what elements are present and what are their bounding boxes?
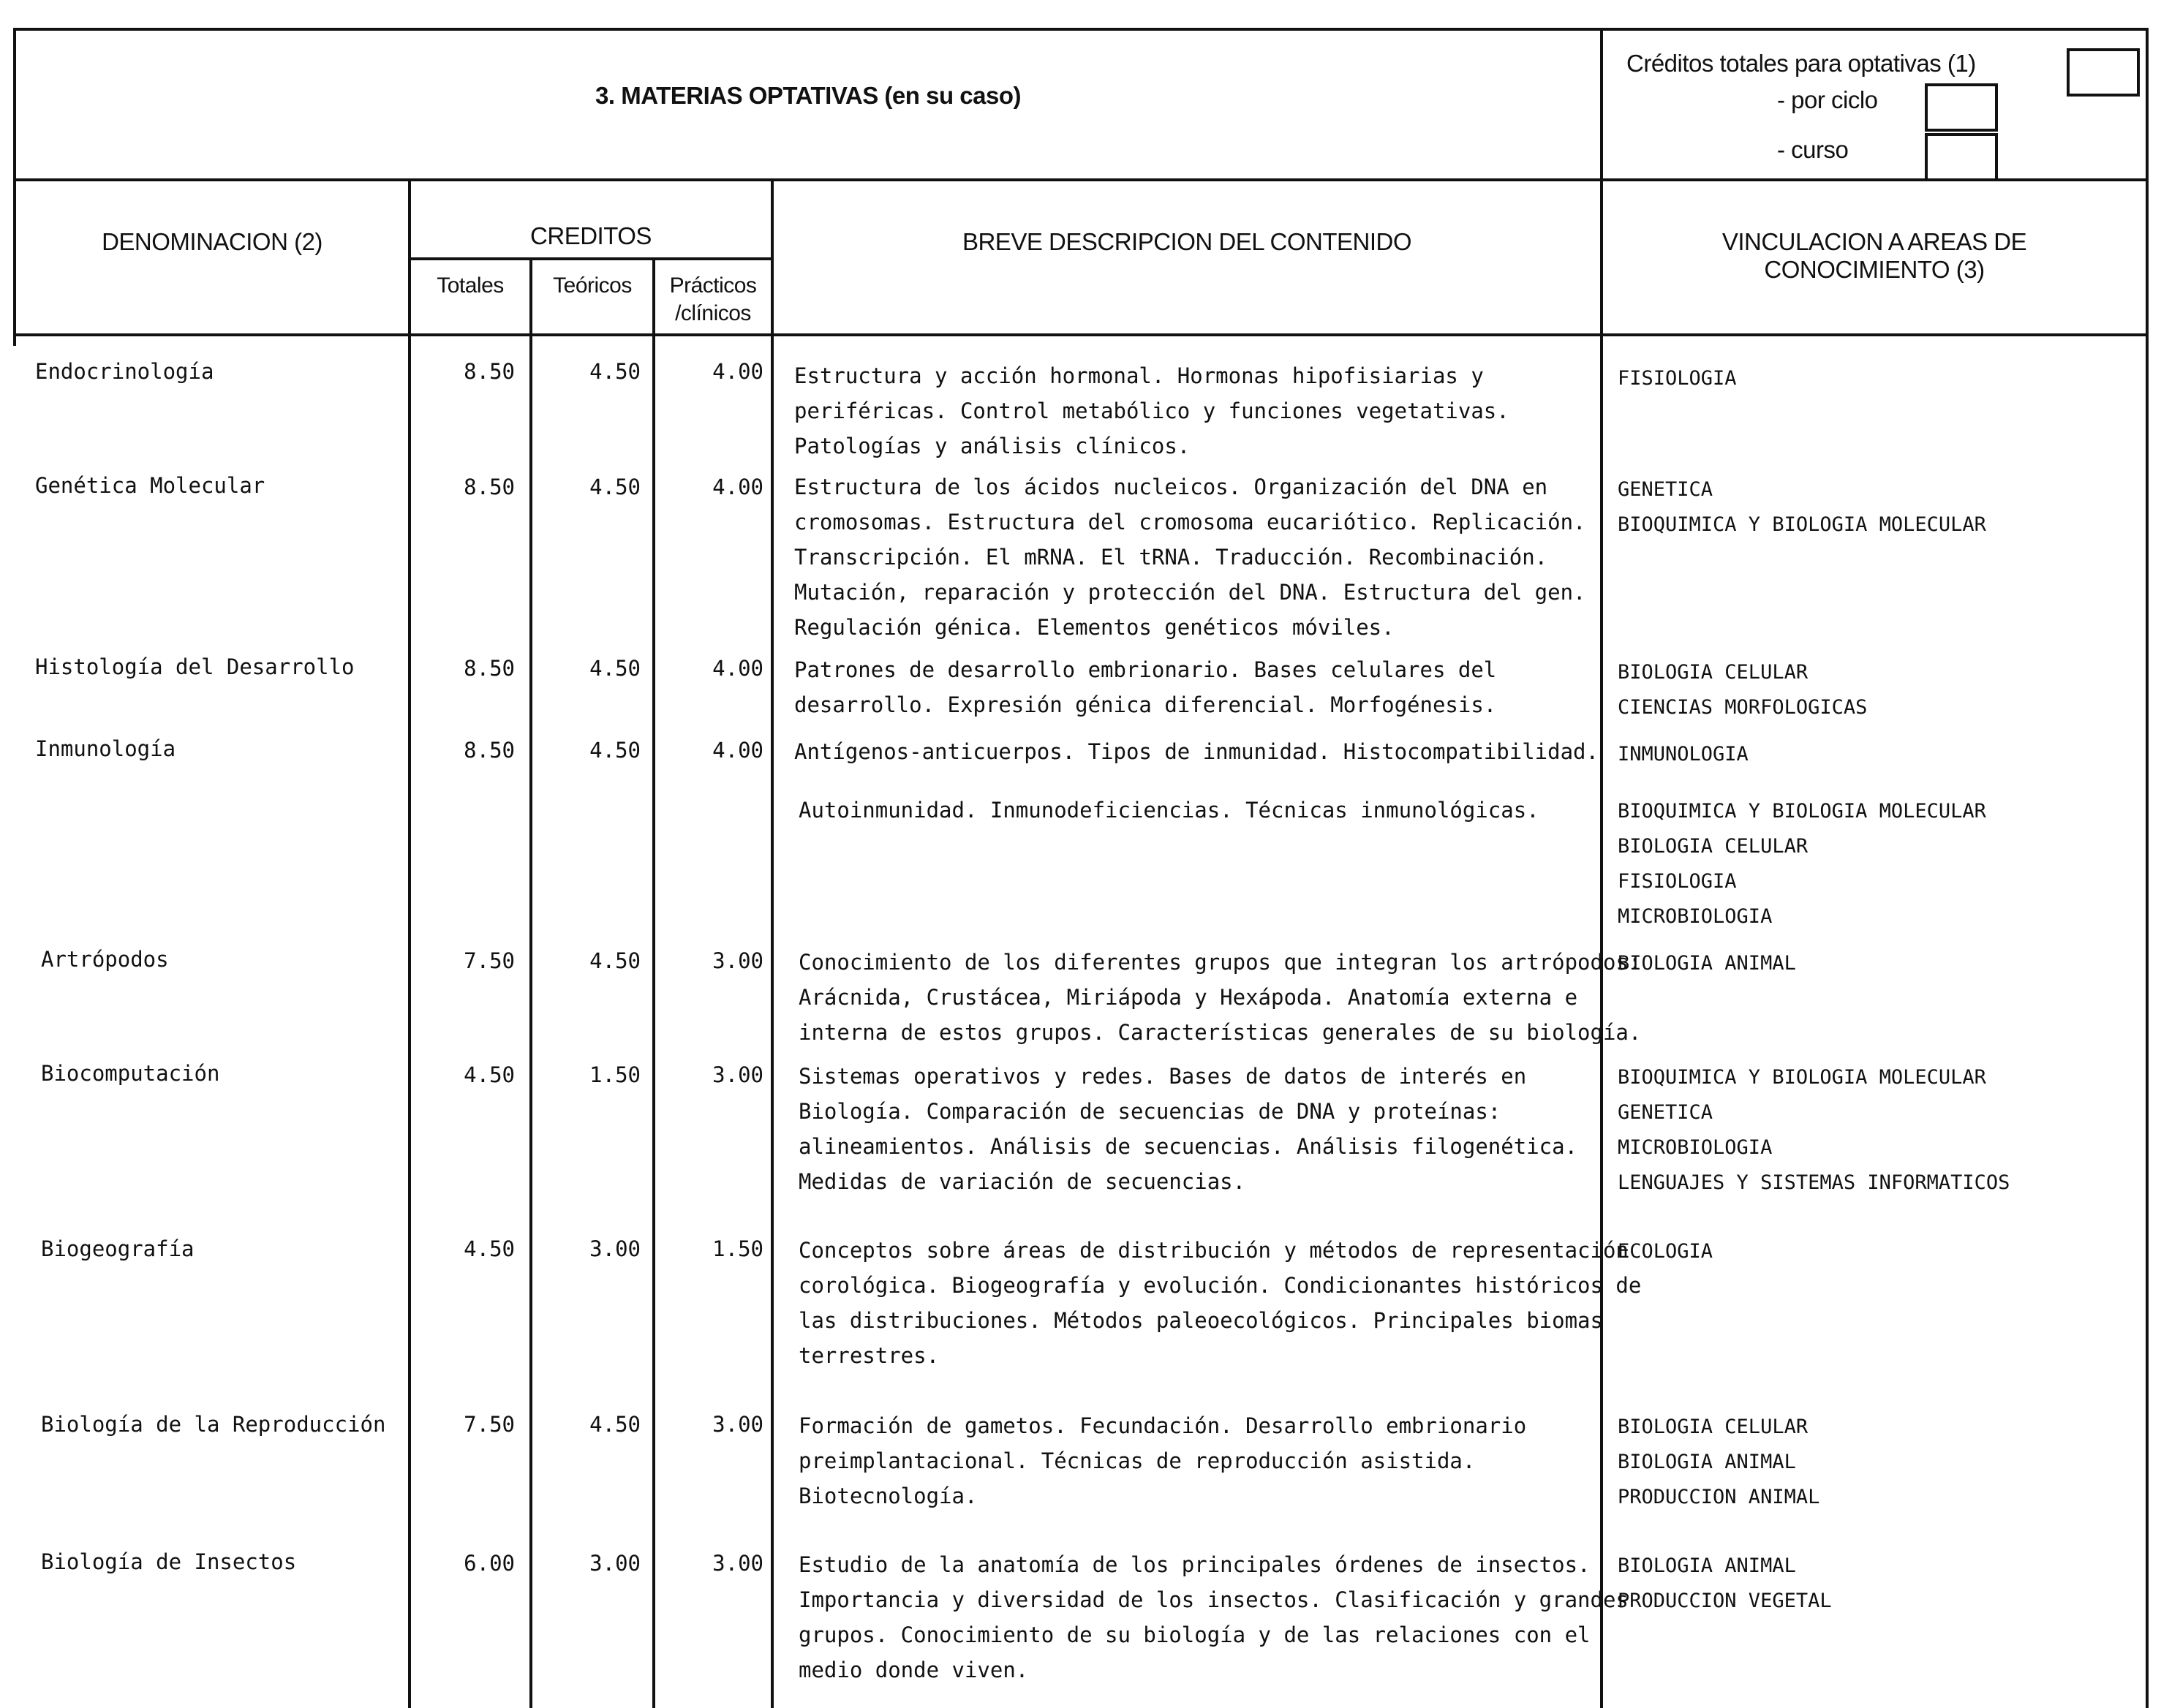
- area-line: PRODUCCION ANIMAL: [1618, 1486, 1820, 1508]
- subject-name: Biología de la Reproducción: [41, 1412, 386, 1437]
- knowledge-areas: [1618, 1410, 1819, 1515]
- knowledge-areas: [1618, 361, 1737, 396]
- description-line: las distribuciones. Métodos paleoecológicos. Principales biomas: [799, 1308, 1603, 1333]
- credits-practice: 3.00: [712, 1062, 763, 1087]
- area-line: MICROBIOLOGIA: [1618, 1136, 1773, 1159]
- description-line: interna de estos grupos. Características generales de su biología.: [799, 1020, 1642, 1045]
- description-line: terrestres.: [799, 1343, 940, 1368]
- description-line: alineamientos. Análisis de secuencias. Análisis filogenética.: [799, 1134, 1578, 1159]
- subject-description: [794, 734, 1606, 769]
- knowledge-areas: [1618, 472, 1986, 543]
- credits-total: 4.50: [464, 1236, 515, 1261]
- credits-total: 7.50: [464, 1412, 515, 1437]
- description-line: Formación de gametos. Fecundación. Desarrollo embrionario: [799, 1413, 1527, 1438]
- area-line: CIENCIAS MORFOLOGICAS: [1618, 696, 1868, 719]
- credits-practice: 4.00: [712, 656, 763, 681]
- top-border: [13, 28, 2149, 31]
- description-header: BREVE DESCRIPCION DEL CONTENIDO: [962, 228, 1412, 255]
- description-line: Importancia y diversidad de los insectos. Clasificación y grandes: [799, 1587, 1629, 1612]
- description-line: grupos. Conocimiento de su biología y de las relaciones con el: [799, 1622, 1591, 1647]
- credits-practice: 1.50: [712, 1236, 763, 1261]
- knowledge-areas-continuation: [1618, 794, 1986, 934]
- subject-description: [794, 469, 1606, 645]
- subject-description: [799, 945, 1642, 1050]
- credits-total-label: Créditos totales para optativas (1): [1626, 50, 1976, 77]
- description-line: Autoinmunidad. Inmunodeficiencias. Técnicas inmunológicas.: [799, 798, 1539, 823]
- description-line: Biotecnología.: [799, 1484, 978, 1508]
- per-cycle-label: - por ciclo: [1777, 86, 1878, 113]
- description-line: Medidas de variación de secuencias.: [799, 1169, 1246, 1194]
- credits-total-box[interactable]: [2067, 48, 2140, 97]
- practice-header-line2: /clínicos: [675, 301, 751, 325]
- subject-name: Biología de Insectos: [41, 1549, 297, 1574]
- totals-header: Totales: [437, 273, 504, 298]
- description-line: medio donde viven.: [799, 1658, 1029, 1682]
- subject-name: Genética Molecular: [35, 473, 265, 498]
- description-line: corológica. Biogeografía y evolución. Condicionantes históricos de: [799, 1273, 1642, 1298]
- area-line: BIOLOGIA CELULAR: [1618, 1416, 1809, 1438]
- credits-practice: 3.00: [712, 1551, 763, 1576]
- subject-name: Inmunología: [35, 736, 176, 761]
- area-line: GENETICA: [1618, 478, 1713, 501]
- credits-total: 4.50: [464, 1062, 515, 1087]
- area-line: BIOLOGIA ANIMAL: [1618, 1451, 1796, 1473]
- subject-description-continuation: [799, 793, 1610, 828]
- header-divider: [13, 178, 2149, 181]
- description-line: Regulación génica. Elementos genéticos móviles.: [794, 615, 1395, 640]
- credits-subheader-divider: [408, 257, 771, 260]
- description-line: Patrones de desarrollo embrionario. Bases celulares del: [794, 657, 1497, 682]
- description-line: Transcripción. El mRNA. El tRNA. Traducción. Recombinación.: [794, 545, 1548, 570]
- practice-header-line1: Prácticos: [669, 273, 757, 298]
- description-line: Conceptos sobre áreas de distribución y métodos de representación: [799, 1238, 1629, 1263]
- knowledge-areas: [1618, 655, 1867, 725]
- credits-theory: 4.50: [589, 738, 641, 763]
- left-border: [13, 28, 16, 346]
- area-line: PRODUCCION VEGETAL: [1618, 1590, 1832, 1612]
- description-line: Estudio de la anatomía de los principales órdenes de insectos.: [799, 1552, 1591, 1577]
- credits-theory: 1.50: [589, 1062, 641, 1087]
- subject-name: Endocrinología: [35, 359, 214, 384]
- theory-header: Teóricos: [553, 273, 632, 298]
- credits-total: 8.50: [464, 738, 515, 763]
- description-line: Mutación, reparación y protección del DNA. Estructura del gen.: [794, 580, 1586, 605]
- area-line: BIOLOGIA ANIMAL: [1618, 1554, 1796, 1577]
- area-line: BIOQUIMICA Y BIOLOGIA MOLECULAR: [1618, 800, 1986, 823]
- area-line: ECOLOGIA: [1618, 1240, 1713, 1263]
- denomination-header: DENOMINACION (2): [102, 228, 323, 255]
- area-line: LENGUAJES Y SISTEMAS INFORMATICOS: [1618, 1171, 2010, 1194]
- description-line: Sistemas operativos y redes. Bases de datos de interés en: [799, 1064, 1527, 1089]
- credits-total: 8.50: [464, 359, 515, 384]
- subject-description: [799, 1547, 1629, 1688]
- credits-theory: 4.50: [589, 1412, 641, 1437]
- credits-header: CREDITOS: [530, 222, 652, 249]
- area-line: BIOLOGIA CELULAR: [1618, 661, 1809, 684]
- area-line: BIOLOGIA CELULAR: [1618, 835, 1809, 858]
- area-line: FISIOLOGIA: [1618, 367, 1737, 390]
- credits-theory: 4.50: [589, 359, 641, 384]
- description-line: Conocimiento de los diferentes grupos que integran los artrópodos:: [799, 950, 1642, 975]
- credits-theory: 4.50: [589, 948, 641, 973]
- areas-header-line1: VINCULACION A AREAS DE: [1721, 228, 2027, 255]
- credits-theory: 3.00: [589, 1236, 641, 1261]
- column-header-bottom: [13, 333, 2149, 336]
- description-line: Estructura de los ácidos nucleicos. Organización del DNA en: [794, 475, 1548, 499]
- subject-name: Histología del Desarrollo: [35, 654, 355, 679]
- description-line: Biología. Comparación de secuencias de DNA y proteínas:: [799, 1099, 1501, 1124]
- credits-practice: 4.00: [712, 738, 763, 763]
- area-line: INMUNOLOGIA: [1618, 743, 1749, 766]
- subject-description: [799, 1059, 1610, 1199]
- description-line: Patologías y análisis clínicos.: [794, 434, 1191, 458]
- credits-practice: 4.00: [712, 475, 763, 499]
- credits-theory: 4.50: [589, 656, 641, 681]
- right-border: [2146, 28, 2149, 1708]
- knowledge-areas: [1618, 1234, 1713, 1269]
- subject-name: Biocomputación: [41, 1061, 220, 1086]
- areas-header-line2: CONOCIMIENTO (3): [1764, 256, 1985, 283]
- credits-theory: 4.50: [589, 475, 641, 499]
- per-cycle-box[interactable]: [1925, 83, 1998, 132]
- subject-description: [794, 652, 1606, 722]
- area-line: BIOQUIMICA Y BIOLOGIA MOLECULAR: [1618, 513, 1986, 536]
- subject-name: Artrópodos: [41, 947, 169, 972]
- credits-practice: 4.00: [712, 359, 763, 384]
- subject-description: [799, 1408, 1610, 1514]
- course-box[interactable]: [1925, 133, 1998, 181]
- course-label: - curso: [1777, 136, 1849, 163]
- knowledge-areas: [1618, 1549, 1832, 1619]
- subject-description: [794, 358, 1606, 464]
- description-line: Arácnida, Crustácea, Miriápoda y Hexápoda. Anatomía externa e: [799, 985, 1578, 1010]
- knowledge-areas: [1618, 737, 1749, 772]
- description-line: desarrollo. Expresión génica diferencial. Morfogénesis.: [794, 692, 1497, 717]
- knowledge-areas: [1618, 1060, 2010, 1201]
- description-line: Antígenos-anticuerpos. Tipos de inmunidad. Histocompatibilidad.: [794, 739, 1599, 764]
- credits-practice: 3.00: [712, 948, 763, 973]
- description-column-separator: [771, 178, 774, 1708]
- credits-total: 7.50: [464, 948, 515, 973]
- credits-total: 6.00: [464, 1551, 515, 1576]
- description-line: periféricas. Control metabólico y funciones vegetativas.: [794, 398, 1509, 423]
- area-line: FISIOLOGIA: [1618, 870, 1737, 893]
- credits-total: 8.50: [464, 475, 515, 499]
- section-title: 3. MATERIAS OPTATIVAS (en su caso): [595, 82, 1021, 109]
- area-line: MICROBIOLOGIA: [1618, 905, 1773, 928]
- credits-total: 8.50: [464, 656, 515, 681]
- area-line: BIOQUIMICA Y BIOLOGIA MOLECULAR: [1618, 1066, 1986, 1089]
- description-line: Estructura y acción hormonal. Hormonas hipofisiarias y: [794, 363, 1484, 388]
- subject-description: [799, 1233, 1642, 1373]
- description-line: preimplantacional. Técnicas de reproducción asistida.: [799, 1448, 1476, 1473]
- credits-theory: 3.00: [589, 1551, 641, 1576]
- description-line: cromosomas. Estructura del cromosoma eucariótico. Replicación.: [794, 510, 1586, 534]
- area-line: BIOLOGIA ANIMAL: [1618, 952, 1796, 975]
- subject-name: Biogeografía: [41, 1236, 195, 1261]
- area-line: GENETICA: [1618, 1101, 1713, 1124]
- knowledge-areas: [1618, 946, 1796, 981]
- credits-practice: 3.00: [712, 1412, 763, 1437]
